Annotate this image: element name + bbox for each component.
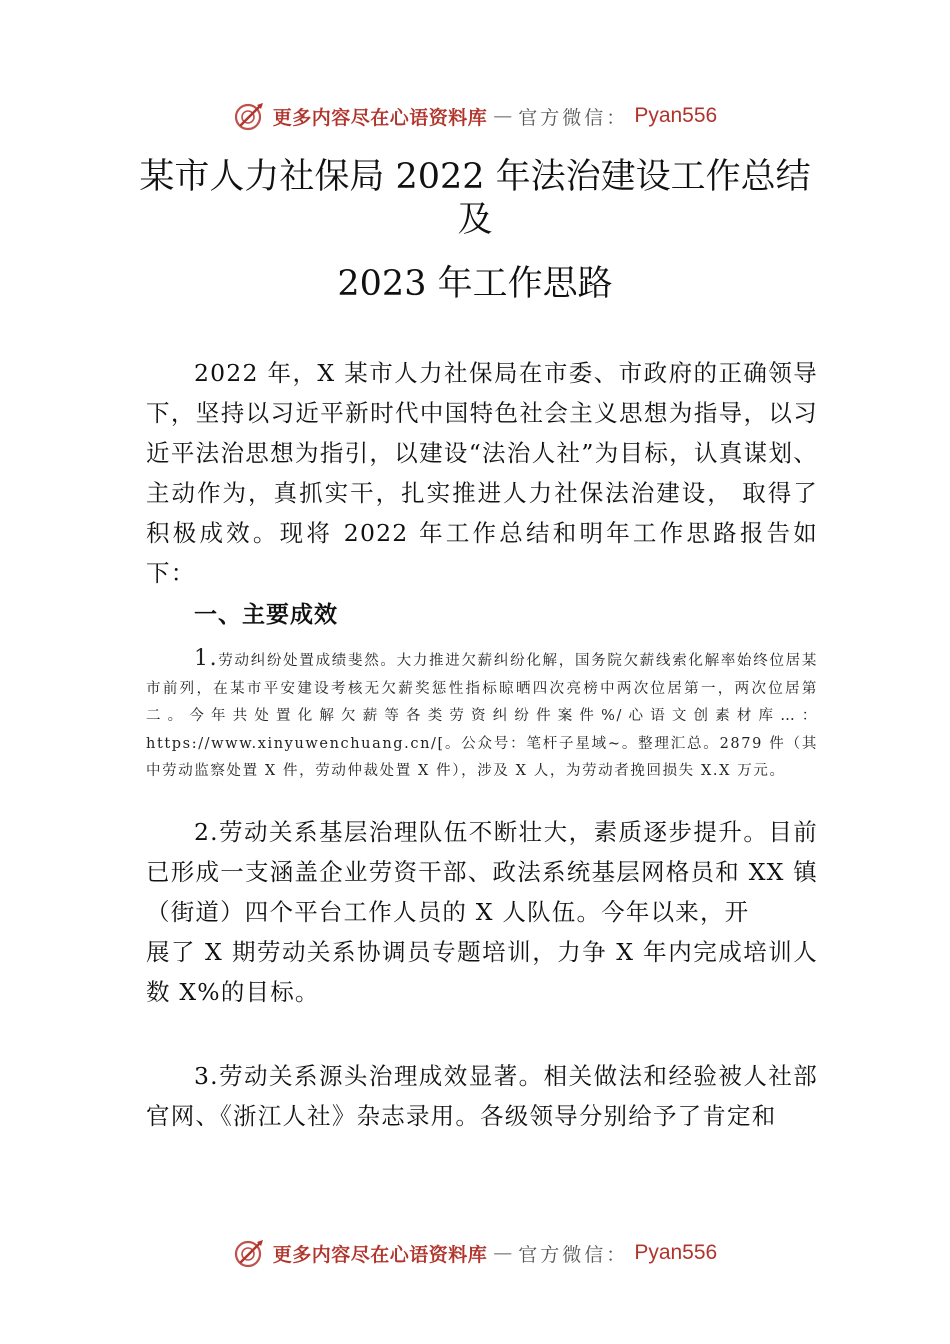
banner-brand-text: 更多内容尽在心语资料库 bbox=[272, 106, 488, 129]
document-title-line-2: 及 bbox=[457, 200, 493, 240]
item-1-number: 1. bbox=[194, 646, 219, 671]
item-3-paragraph: 3.劳动关系源头治理成效显著。相关做法和经验被人社部官网、《浙江人社》杂志录用。各级领导分别给予了肯定和 bbox=[146, 1062, 818, 1130]
item-1-paragraph bbox=[146, 645, 818, 786]
brand-logo-icon bbox=[233, 99, 267, 133]
banner-wechat-id: Pyan556 bbox=[634, 104, 718, 127]
footer-watermark-banner bbox=[0, 1233, 950, 1273]
item-2-paragraph-part-2: 展了 X 期劳动关系协调员专题培训，力争 X 年内完成培训人数 X%的目标。 bbox=[146, 938, 818, 1006]
item-2-block bbox=[146, 812, 818, 1012]
banner-wechat-label: 官方微信： bbox=[518, 106, 629, 129]
banner-dash: — bbox=[493, 1242, 513, 1264]
document-title-line-3: 2023 年工作思路 bbox=[337, 264, 613, 304]
banner-brand-text: 更多内容尽在心语资料库 bbox=[272, 1243, 488, 1266]
banner-wechat-id: Pyan556 bbox=[634, 1241, 718, 1264]
item-1-text: 劳动纠纷处置成绩斐然。大力推进欠薪纠纷化解，国务院欠薪线索化解率始终位居某市前列，在某市平安建设考核无欠薪奖惩性指标晾晒四次亮榜中两次位居第一，两次位居第二。今年共处置化解欠薪等各类劳资纠纷件案件%/心语文创素材库…：https://www.xinyuwenchuang.cn/[。公众号：笔杆子星域~。整理汇总。2879 件（其中劳动监察处置 X 件，劳动仲裁处置 X 件），涉及 X 人，为劳动者挽回损失 X.X 万元。 bbox=[146, 653, 818, 779]
section-heading-main-achievements: 一、主要成效 bbox=[194, 602, 338, 628]
document-title-line-1: 某市人力社保局 2022 年法治建设工作总结 bbox=[139, 157, 811, 197]
brand-logo-icon bbox=[233, 1236, 267, 1270]
intro-paragraph: 2022 年，X 某市人力社保局在市委、市政府的正确领导下，坚持以习近平新时代中国特色社会主义思想为指导，以习近平法治思想为指引，以建设“法治人社”为目标，认真谋划、主动作为，真抓实干，扎实推进人力社保法治建设， 取得了积极成效。现将 2022 年工作总结和明年工作思路报告如下： bbox=[146, 359, 818, 587]
item-2-paragraph-part-1: 2.劳动关系基层治理队伍不断壮大，素质逐步提升。目前已形成一支涵盖企业劳资干部、政法系统基层网格员和 XX 镇（街道）四个平台工作人员的 X 人队伍。今年以来，开 bbox=[146, 818, 818, 926]
banner-dash: — bbox=[493, 105, 513, 127]
banner-wechat-label: 官方微信： bbox=[518, 1243, 629, 1266]
header-watermark-banner bbox=[0, 96, 950, 136]
